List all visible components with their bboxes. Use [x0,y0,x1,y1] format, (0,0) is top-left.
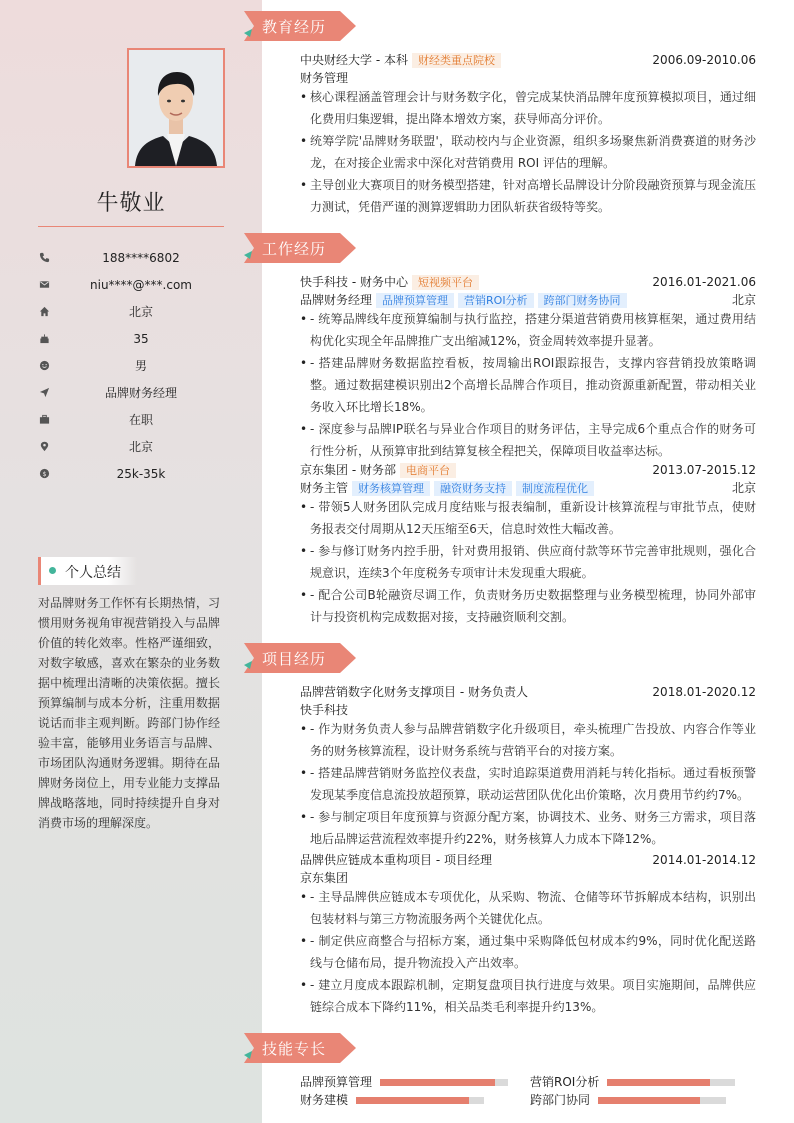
skill-bar-fill [607,1079,709,1086]
info-location [38,433,224,460]
education-bullets [300,86,756,218]
job-date: 2016.01-2021.06 [652,275,756,289]
info-gender [38,352,224,379]
project-date: 2018.01-2020.12 [652,685,756,699]
salary-text: 25k-35k [116,466,166,481]
project-1-title-line [300,683,756,701]
job-2-bullets [300,496,756,628]
education-school-line [300,51,756,69]
skill-bar [356,1097,484,1104]
summary-heading [38,557,137,585]
age-text: 35 [133,331,149,346]
skill-item [530,1073,735,1091]
job-city: 北京 [731,293,756,307]
contact-info-list [38,244,224,487]
phone-icon [38,252,50,264]
skills-title: 技能专长 [262,1040,327,1058]
gender-text: 男 [134,359,147,373]
project-1-bullets [300,718,756,850]
job-1-bullets [300,308,756,462]
skill-name: 跨部门协同 [530,1093,591,1107]
sidebar [0,0,262,1123]
phone-text: 188****6802 [102,250,180,265]
list-item: • - 搭建品牌营销财务监控仪表盘，实时追踪渠道费用消耗与转化指标。通过看板预警发现某季度信息流投放超预算，联动运营团队优化出价策略，次月费用节约约7%。 [300,762,756,806]
briefcase-icon [38,414,50,426]
job-company-tag: 短视频平台 [412,275,479,290]
job-company: 快手科技 - 财务中心 [300,275,408,289]
list-item: • 主导创业大赛项目的财务模型搭建，针对高增长品牌设计分阶段融资预算与现金流压力测试，凭借严谨的测算逻辑助力团队斩获省级特等奖。 [300,174,756,218]
summary-dot-icon [49,567,56,574]
education-section-header [244,11,356,41]
job-role: 品牌财务经理 [300,293,373,307]
send-icon [38,387,50,399]
project-date: 2014.01-2014.12 [652,853,756,867]
project-2-title-line [300,851,756,869]
status-text: 在职 [128,413,153,427]
skill-name: 财务建模 [300,1093,349,1107]
project-2-bullets [300,886,756,1018]
job-2-role-line [300,479,756,497]
info-salary [38,460,224,487]
skill-item [300,1091,484,1109]
avatar [127,48,225,168]
education-major: 财务管理 [300,71,349,85]
mail-icon [38,279,50,291]
project-1-org-line [300,701,756,719]
list-item: • 统筹学院'品牌财务联盟'，联动校内与企业资源，组织多场聚焦新消费赛道的财务沙龙，在对接企业需求中深化对营销费用 ROI 评估的理解。 [300,130,756,174]
job-1-role-line [300,291,756,309]
projects-section-header [244,643,356,673]
list-item: • - 搭建品牌财务数据监控看板，按周输出ROI跟踪报告，支撑内容营销投放策略调整。通过数据建模识别出2个高增长品牌合作项目，推动资源重新配置，带动相关业务收入环比增长18%。 [300,352,756,418]
skills-section-header [244,1033,356,1063]
project-org: 快手科技 [300,703,349,717]
summary-title: 个人总结 [65,565,121,581]
education-major-line [300,69,756,87]
city-text: 北京 [128,305,153,319]
skill-bar-fill [356,1097,469,1104]
work-title: 工作经历 [262,240,327,258]
info-age [38,325,224,352]
skill-item [530,1091,726,1109]
home-icon [38,306,50,318]
info-target-position [38,379,224,406]
list-item: • 核心课程涵盖管理会计与财务数字化，曾完成某快消品牌年度预算模拟项目，通过细化费用归集逻辑，提出降本增效方案，获导师高分评价。 [300,86,756,130]
skill-tag: 财务核算管理 [352,481,430,496]
list-item: • - 深度参与品牌IP联名与异业合作项目的财务评估，主导完成6个重点合作的财务可行性分析，从预算审批到结算复核全程把关，保障项目收益率达标。 [300,418,756,462]
skill-bar [380,1079,508,1086]
info-status [38,406,224,433]
project-2-org-line [300,869,756,887]
job-2-company-line [300,461,756,479]
project-name: 品牌供应链成本重构项目 - 项目经理 [300,853,492,867]
salary-icon [38,468,50,480]
skill-name: 品牌预算管理 [300,1075,373,1089]
info-phone [38,244,224,271]
skill-item [300,1073,508,1091]
project-org: 京东集团 [300,871,349,885]
location-text: 北京 [128,440,153,454]
skill-tag: 营销ROI分析 [458,293,534,308]
list-item: • - 配合公司B轮融资尽调工作，负责财务历史数据整理与业务模型梳理，协同外部审计与投资机构完成数据对接，支持融资顺利交割。 [300,584,756,628]
summary-text: 对品牌财务工作怀有长期热情，习惯用财务视角审视营销投入与品牌价值的转化效率。性格严谨细致，对数字敏感，喜欢在繁杂的业务数据中梳理出清晰的决策依据。擅长预算编制与成本分析，注重用数据说话而非主观判断。跨部门协作经验丰富，能够用业务语言与品牌、市场团队沟通财务逻辑。期待在品牌财务岗位上，用专业能力支撑品牌战略落地，同时持续提升自身对消费市场的理解深度。 [38,596,220,830]
list-item: • - 制定供应商整合与招标方案，通过集中采购降低包材成本约9%，同时优化配送路线与仓储布局，提升物流投入产出效率。 [300,930,756,974]
skill-bar [607,1079,735,1086]
education-date: 2006.09-2010.06 [652,53,756,67]
school-tag: 财经类重点院校 [412,53,501,68]
job-company: 京东集团 - 财务部 [300,463,396,477]
location-icon [38,441,50,453]
name-divider [38,226,224,227]
portrait-image [129,50,223,166]
list-item: • - 建立月度成本跟踪机制，定期复盘项目执行进度与效果。项目实施期间，品牌供应链综合成本下降约11%，相关品类毛利率提升约13%。 [300,974,756,1018]
list-item: • - 统筹品牌线年度预算编制与执行监控，搭建分渠道营销费用核算框架，通过费用结构优化实现全年品牌推广支出缩减12%，资金周转效率提升显著。 [300,308,756,352]
job-city: 北京 [731,481,756,495]
school-name: 中央财经大学 - 本科 [300,53,408,67]
skill-name: 营销ROI分析 [530,1075,600,1089]
skill-tag: 跨部门财务协同 [538,293,627,308]
job-1-company-line [300,273,756,291]
list-item: • - 参与制定项目年度预算与资源分配方案，协调技术、业务、财务三方需求，项目落地后品牌运营流程效率提升约22%，财务核算人力成本下降12%。 [300,806,756,850]
skill-tag: 融资财务支持 [434,481,512,496]
job-role: 财务主管 [300,481,349,495]
smile-icon [38,360,50,372]
position-text: 品牌财务经理 [104,386,177,400]
job-company-tag: 电商平台 [400,463,456,478]
info-email [38,271,224,298]
job-date: 2013.07-2015.12 [652,463,756,477]
project-name: 品牌营销数字化财务支撑项目 - 财务负责人 [300,685,528,699]
education-title: 教育经历 [262,18,327,36]
skill-tag: 品牌预算管理 [376,293,454,308]
skill-tag: 制度流程优化 [516,481,594,496]
list-item: • - 带领5人财务团队完成月度结账与报表编制，重新设计核算流程与审批节点，使财务报表交付周期从12天压缩至6天，信息时效性大幅改善。 [300,496,756,540]
work-section-header [244,233,356,263]
email-text: niu****@***.com [90,277,192,292]
list-item: • - 作为财务负责人参与品牌营销数字化升级项目，牵头梳理广告投放、内容合作等业务的财务核算流程，设计财务系统与营销平台的对接方案。 [300,718,756,762]
info-city [38,298,224,325]
skill-bar-fill [380,1079,495,1086]
list-item: • - 参与修订财务内控手册，针对费用报销、供应商付款等环节完善审批规则，强化合规意识，连续3个年度税务专项审计未发现重大瑕疵。 [300,540,756,584]
svg-text:$: $ [41,469,47,478]
skill-bar [598,1097,726,1104]
list-item: • - 主导品牌供应链成本专项优化，从采购、物流、仓储等环节拆解成本结构，识别出包装材料与第三方物流服务两个关键优化点。 [300,886,756,930]
projects-title: 项目经历 [262,650,327,668]
cake-icon [38,333,50,345]
skill-bar-fill [598,1097,700,1104]
candidate-name: 牛敬业 [96,191,166,216]
